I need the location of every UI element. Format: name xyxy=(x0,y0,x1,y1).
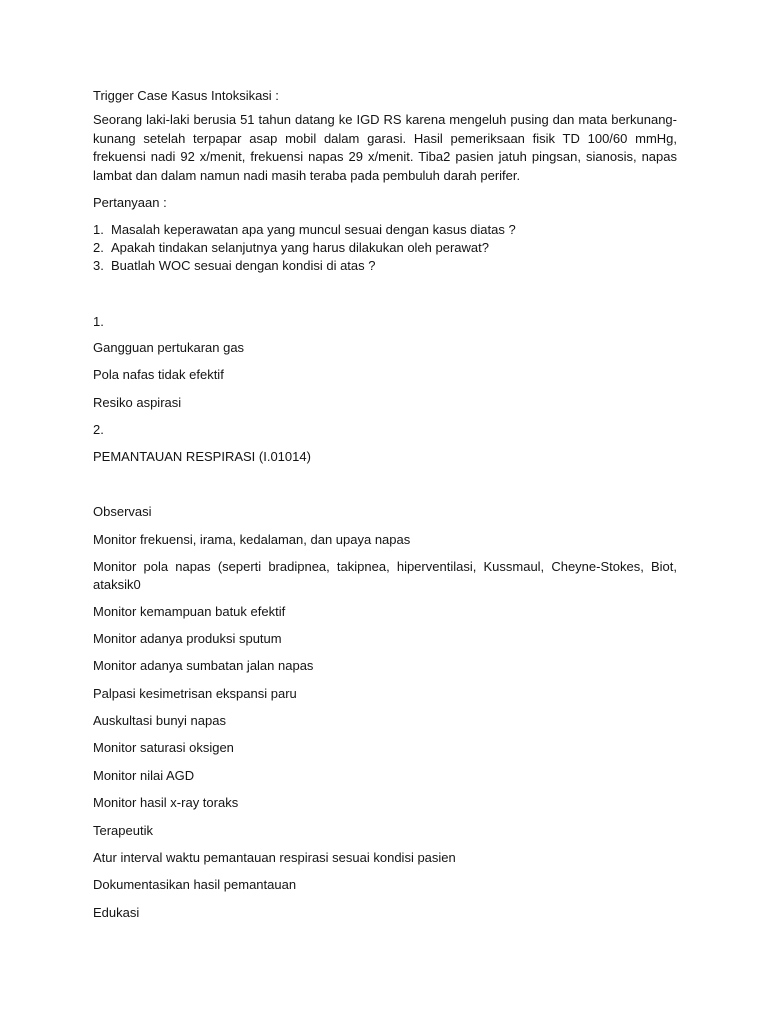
observasi-item: Monitor pola napas (seperti bradipnea, takipnea, hiperventilasi, Kussmaul, Cheyne-Stokes, Biot, ataksik0 xyxy=(93,559,677,592)
question-item xyxy=(93,221,516,239)
questions-heading: Pertanyaan : xyxy=(93,195,167,210)
answer-1-number: 1. xyxy=(93,314,104,329)
question-text: Masalah keperawatan apa yang muncul sesuai dengan kasus diatas ? xyxy=(111,222,516,237)
terapeutik-heading: Terapeutik xyxy=(93,823,153,838)
observasi-item: Palpasi kesimetrisan ekspansi paru xyxy=(93,686,297,701)
diagnosis-item: Pola nafas tidak efektif xyxy=(93,367,224,382)
terapeutik-item: Atur interval waktu pemantauan respirasi sesuai kondisi pasien xyxy=(93,850,456,865)
question-text: Buatlah WOC sesuai dengan kondisi di atas ? xyxy=(111,258,376,273)
observasi-item: Auskultasi bunyi napas xyxy=(93,713,226,728)
question-number: 2. xyxy=(93,240,104,255)
case-paragraph-line: frekuensi nadi 92 x/menit, frekuensi napas 29 x/menit. Tiba2 pasien jatuh pingsan, sianosis, napas xyxy=(93,149,677,164)
case-paragraph-line: Seorang laki-laki berusia 51 tahun datang ke IGD RS karena mengeluh pusing dan mata berkunang- xyxy=(93,112,677,127)
terapeutik-item: Dokumentasikan hasil pemantauan xyxy=(93,877,297,892)
case-paragraph-line: lambat dan dalam namun nadi masih teraba pada pembuluh darah perifer. xyxy=(93,168,521,183)
observasi-item: Monitor frekuensi, irama, kedalaman, dan upaya napas xyxy=(93,532,411,547)
diagnosis-item: Gangguan pertukaran gas xyxy=(93,340,245,355)
question-number: 3. xyxy=(93,258,104,273)
case-title: Trigger Case Kasus Intoksikasi : xyxy=(93,88,279,103)
case-paragraph-line: kunang setelah terpapar asap mobil dalam garasi. Hasil pemeriksaan fisik TD 100/60 mmHg, xyxy=(93,131,677,146)
observasi-item: Monitor hasil x-ray toraks xyxy=(93,795,239,810)
observasi-item: Monitor adanya sumbatan jalan napas xyxy=(93,658,314,673)
observasi-item: Monitor kemampuan batuk efektif xyxy=(93,604,286,619)
question-item xyxy=(93,257,376,275)
observasi-item: Monitor saturasi oksigen xyxy=(93,740,234,755)
observasi-heading: Observasi xyxy=(93,504,152,519)
observasi-item: Monitor nilai AGD xyxy=(93,768,195,783)
edukasi-heading: Edukasi xyxy=(93,905,140,920)
intervention-title: PEMANTAUAN RESPIRASI (I.01014) xyxy=(93,449,311,464)
question-number: 1. xyxy=(93,222,104,237)
diagnosis-item: Resiko aspirasi xyxy=(93,395,182,410)
observasi-item: Monitor adanya produksi sputum xyxy=(93,631,282,646)
answer-2-number: 2. xyxy=(93,422,104,437)
question-item xyxy=(93,239,489,257)
question-text: Apakah tindakan selanjutnya yang harus dilakukan oleh perawat? xyxy=(111,240,489,255)
